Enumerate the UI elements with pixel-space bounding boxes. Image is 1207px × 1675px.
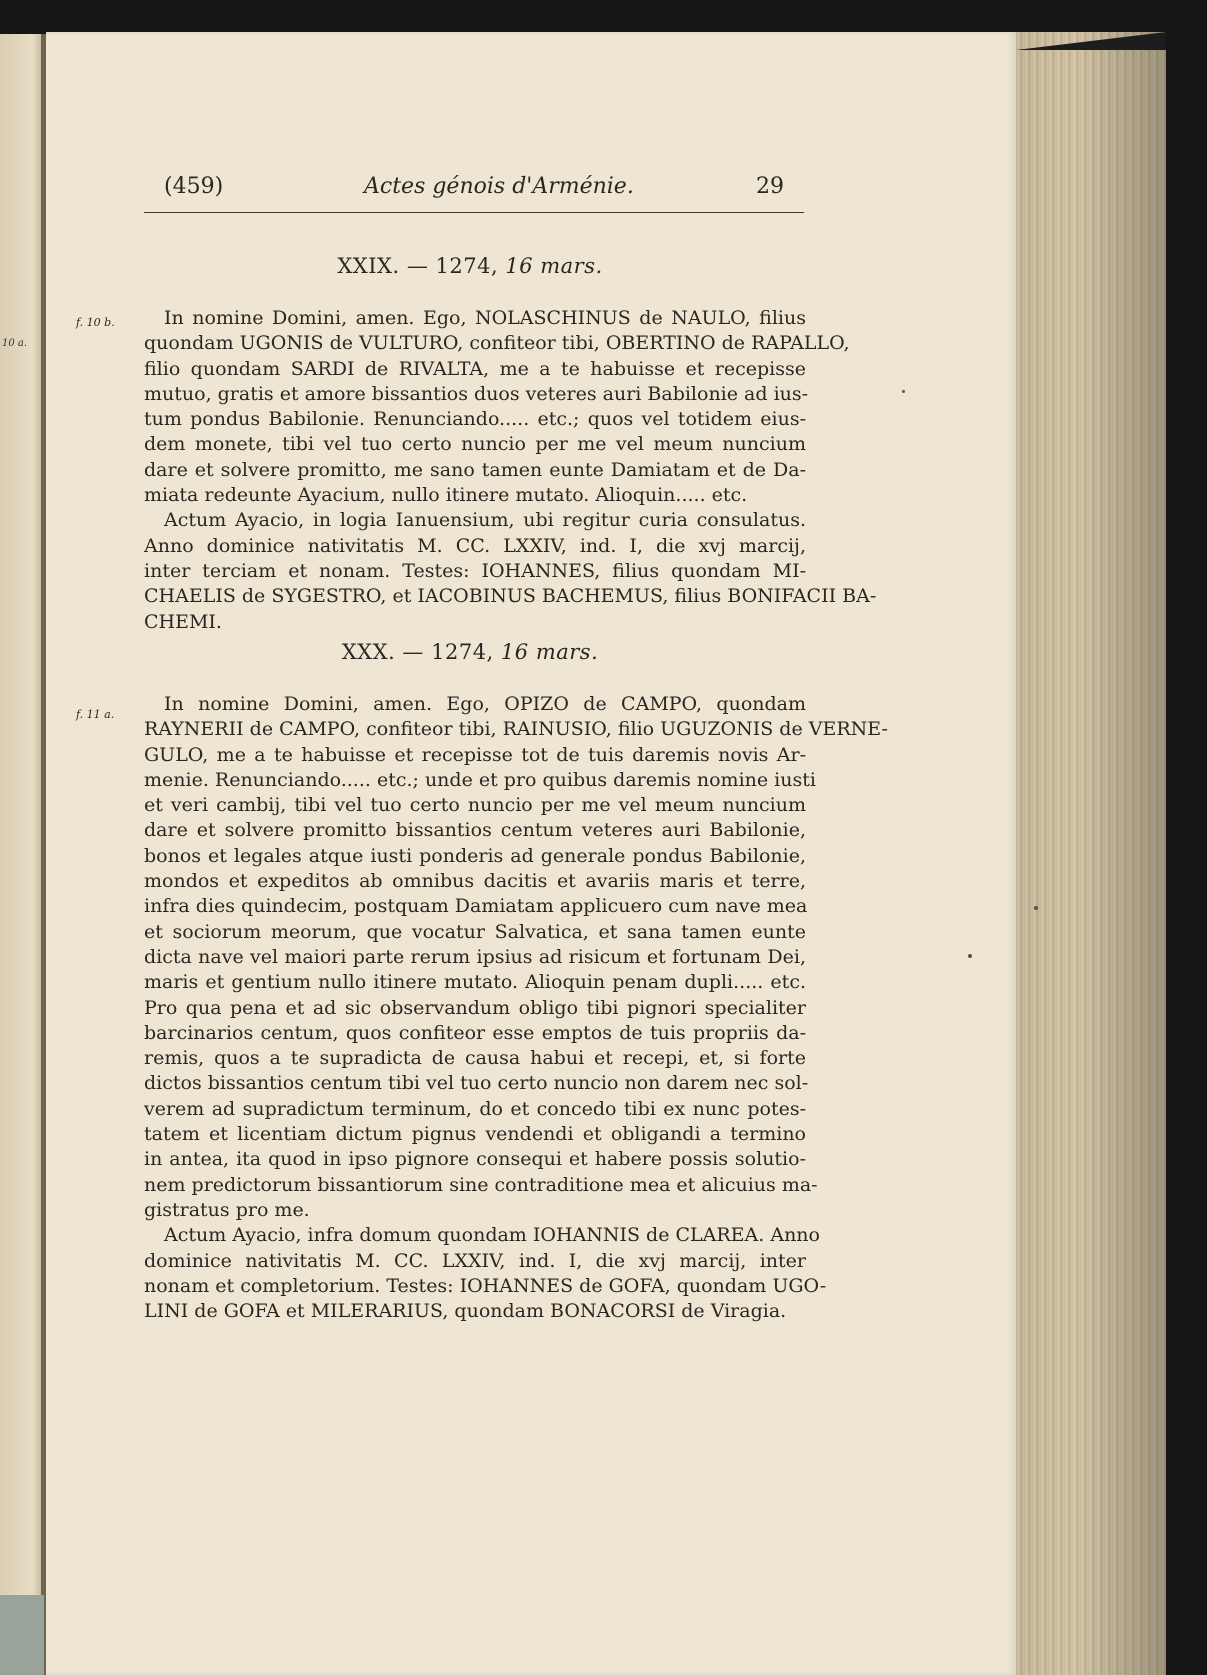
- entry-title: [150, 254, 790, 278]
- entry-paragraph: [144, 306, 877, 635]
- entry-title-number: XXIX. — 1274,: [337, 254, 499, 278]
- text-line: Pro qua pena et ad sic observandum obligo tibi pignori specialiter: [144, 996, 806, 1019]
- text-line: quondam UGONIS de VULTURO, confiteor tibi, OBERTINO de RAPALLO,: [144, 332, 850, 355]
- text-line: mondos et expeditos ab omnibus dacitis et avariis maris et terre,: [144, 870, 806, 893]
- text-line: RAYNERII de CAMPO, confiteor tibi, RAINUSIO, filio UGUZONIS de VERNE-: [144, 718, 888, 741]
- left-page-edge: [0, 34, 46, 1675]
- folio-reference: f. 11 a.: [76, 708, 115, 721]
- header-page-number: 29: [756, 174, 784, 199]
- text-line: CHEMI.: [144, 610, 222, 633]
- text-line: nem predictorum bissantiorum sine contraditione mea et alicuius ma-: [144, 1173, 818, 1196]
- text-line: et sociorum meorum, que vocatur Salvatica, et sana tamen eunte: [144, 920, 806, 943]
- text-line: tatem et licentiam dictum pignus vendendi et obligandi a termino: [144, 1123, 806, 1146]
- text-line: Actum Ayacio, in logia Ianuensium, ubi regitur curia consulatus.: [164, 509, 806, 532]
- header-rule: [144, 212, 804, 213]
- text-line: nonam et completorium. Testes: IOHANNES de GOFA, quondam UGO-: [144, 1274, 827, 1297]
- text-line: remis, quos a te supradicta de causa habui et recepi, et, si forte: [144, 1047, 806, 1070]
- text-line: GULO, me a te habuisse et recepisse tot de tuis daremis novis Ar-: [144, 743, 806, 766]
- text-line: In nomine Domini, amen. Ego, NOLASCHINUS de NAULO, filius: [164, 307, 806, 329]
- running-header: [164, 174, 804, 206]
- paper-speck: [902, 390, 905, 393]
- text-line: maris et gentium nullo itinere mutato. Alioquin penam dupli..... etc.: [144, 971, 806, 994]
- text-line: dominice nativitatis M. CC. LXXIV, ind. I, die xvj marcij, inter: [144, 1249, 806, 1272]
- entry-title-number: XXX. — 1274,: [341, 640, 494, 664]
- text-line: gistratus pro me.: [144, 1198, 310, 1221]
- entry-paragraph: [144, 692, 888, 1324]
- binding-tape: [0, 1595, 44, 1675]
- text-line: LINI de GOFA et MILERARIUS, quondam BONACORSI de Viragia.: [144, 1300, 787, 1323]
- text-line: dictos bissantios centum tibi vel tuo certo nuncio non darem nec sol-: [144, 1072, 809, 1095]
- folio-reference: f. 10 b.: [76, 316, 115, 329]
- text-line: inter terciam et nonam. Testes: IOHANNES, filius quondam MI-: [144, 559, 806, 582]
- paper-speck: [1034, 906, 1038, 910]
- text-line: in antea, ita quod in ipso pignore consequi et habere possis solutio-: [144, 1148, 806, 1171]
- text-line: dicta nave vel maiori parte rerum ipsius ad risicum et fortunam Dei,: [144, 945, 806, 968]
- text-line: Anno dominice nativitatis M. CC. LXXIV, ind. I, die xvj marcij,: [144, 534, 806, 557]
- entry-title-date: 16 mars.: [505, 254, 603, 278]
- text-line: CHAELIS de SYGESTRO, et IACOBINUS BACHEMUS, filius BONIFACII BA-: [144, 585, 877, 608]
- text-line: dare et solvere promitto, me sano tamen eunte Damiatam et de Da-: [144, 458, 806, 481]
- text-line: bonos et legales atque iusti ponderis ad generale pondus Babilonie,: [144, 844, 806, 867]
- page-edges: [1016, 32, 1166, 1675]
- text-line: menie. Renunciando..... etc.; unde et pro quibus daremis nomine iusti: [144, 768, 816, 791]
- text-line: dem monete, tibi vel tuo certo nuncio per me vel meum nuncium: [144, 433, 806, 456]
- text-line: In nomine Domini, amen. Ego, OPIZO de CAMPO, quondam: [164, 693, 806, 715]
- text-line: verem ad supradictum terminum, do et concedo tibi ex nunc potes-: [144, 1097, 806, 1120]
- text-line: filio quondam SARDI de RIVALTA, me a te habuisse et recepisse: [144, 357, 806, 380]
- text-line: infra dies quindecim, postquam Damiatam applicuero cum nave mea: [144, 895, 808, 918]
- text-line: miata redeunte Ayacium, nullo itinere mutato. Alioquin..... etc.: [144, 484, 748, 507]
- text-line: mutuo, gratis et amore bissantios duos veteres auri Babilonie ad ius-: [144, 382, 809, 405]
- text-line: dare et solvere promitto bissantios centum veteres auri Babilonie,: [144, 819, 806, 842]
- header-page-ref: (459): [164, 174, 224, 199]
- text-line: tum pondus Babilonie. Renunciando..... etc.; quos vel totidem eius-: [144, 408, 806, 431]
- text-line: et veri cambij, tibi vel tuo certo nuncio per me vel meum nuncium: [144, 794, 806, 817]
- text-line: Actum Ayacio, infra domum quondam IOHANNIS de CLAREA. Anno: [164, 1224, 820, 1247]
- paper-speck: [968, 954, 972, 958]
- entry-title-date: 16 mars.: [500, 640, 599, 664]
- entry-title: [150, 640, 790, 664]
- header-title: Actes génois d'Arménie.: [364, 174, 634, 199]
- text-line: barcinarios centum, quos confiteor esse emptos de tuis propriis da-: [144, 1021, 806, 1044]
- left-margin-note: 10 a.: [2, 338, 28, 349]
